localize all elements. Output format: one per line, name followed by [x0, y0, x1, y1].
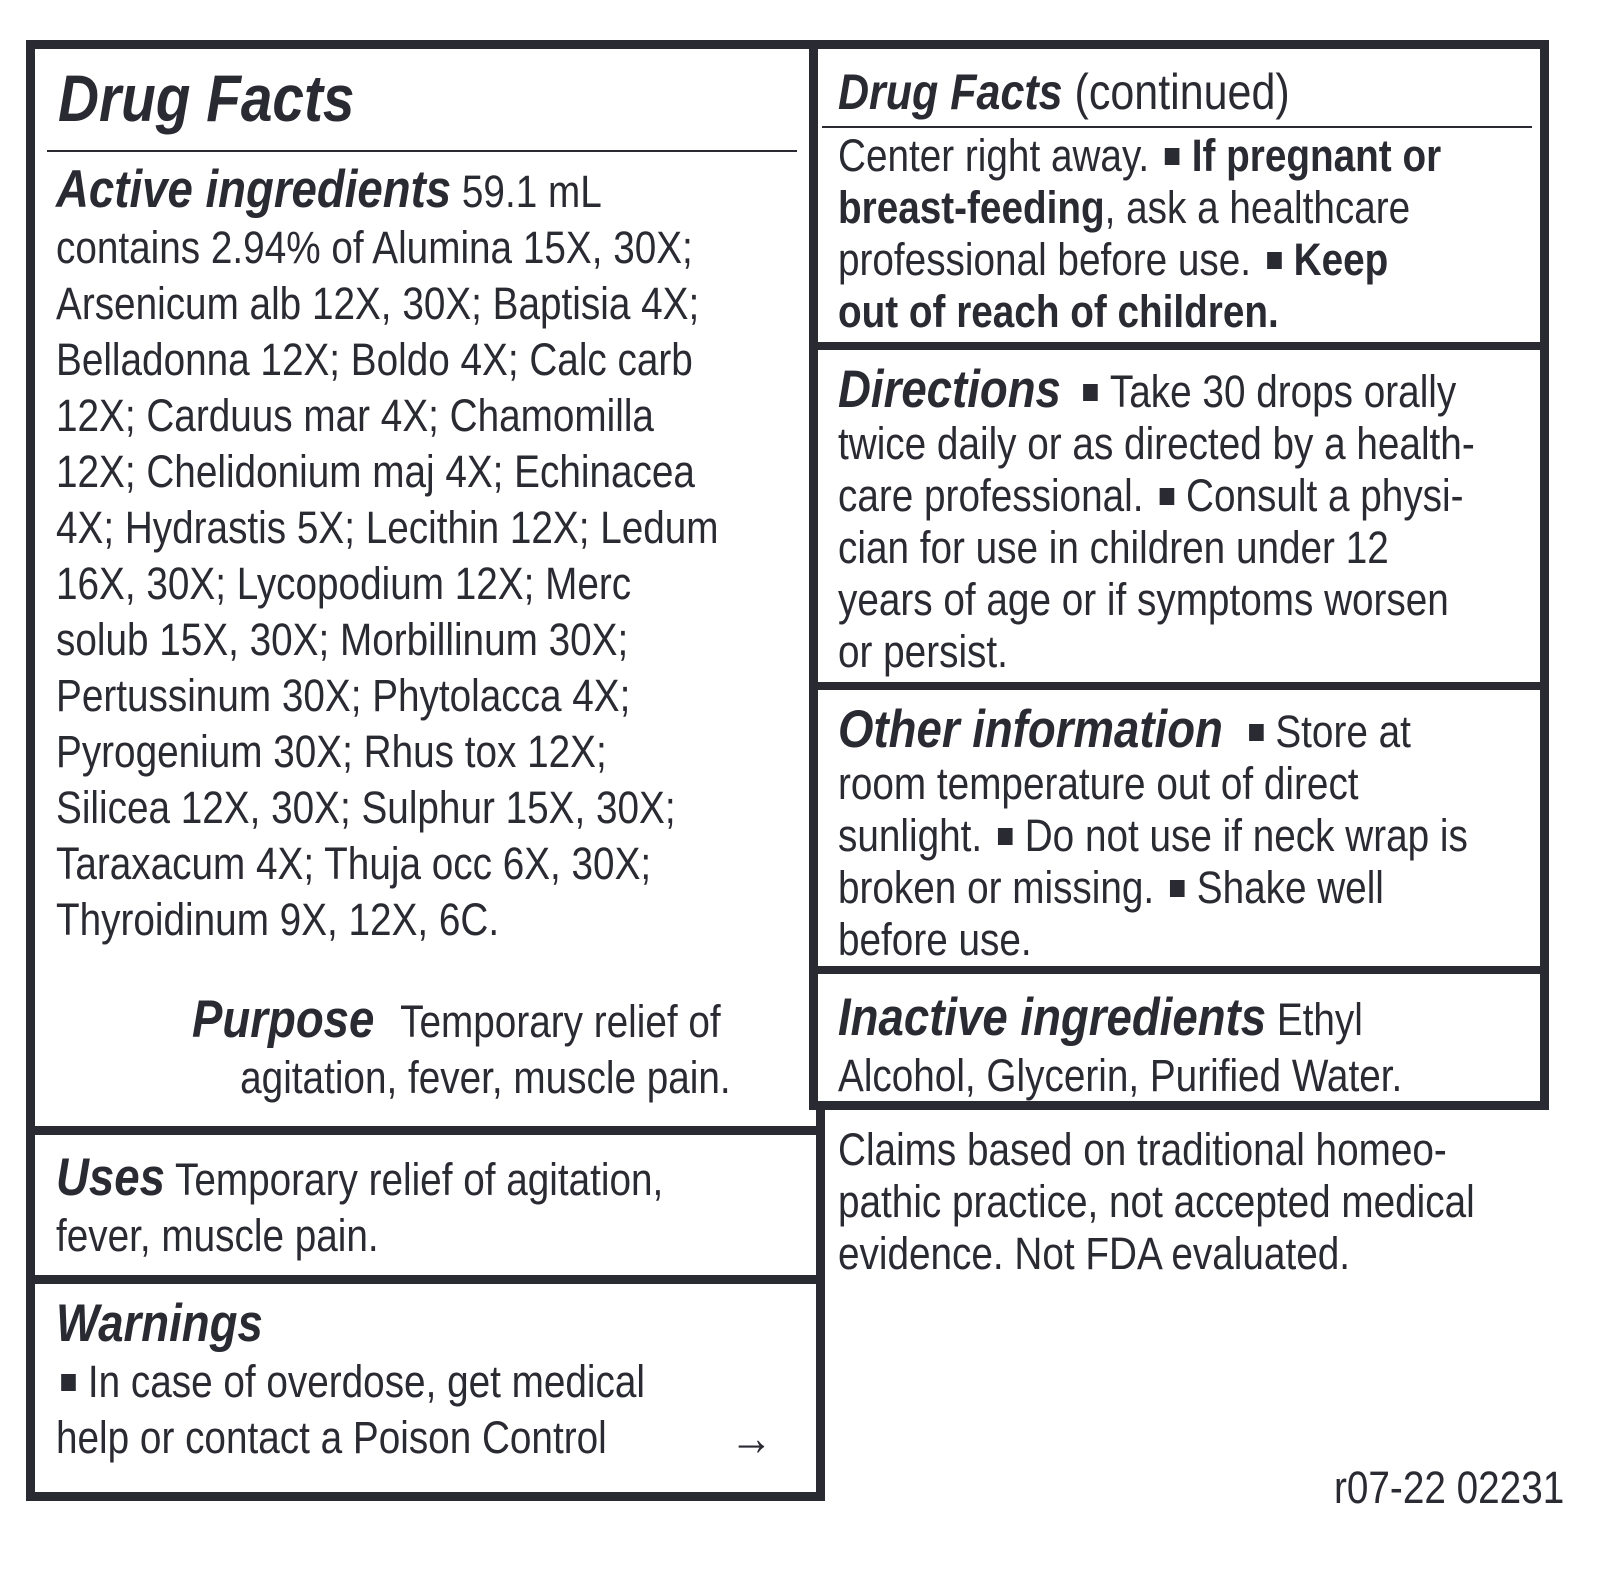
purpose-section — [192, 992, 731, 1106]
inactive-line: Ethyl — [1266, 994, 1363, 1045]
continued-text: professional before use. — [838, 234, 1262, 285]
active-ingredients-heading: Active ingredients — [56, 160, 452, 219]
continued-title — [838, 62, 1290, 122]
active-line: Pyrogenium 30X; Rhus tox 12X; — [56, 726, 607, 777]
directions-line: Take 30 drops orally — [1109, 366, 1457, 417]
active-line: Pertussinum 30X; Phytolacca 4X; — [56, 670, 631, 721]
bullet-square-icon — [1165, 148, 1180, 165]
other-line: sunlight. — [838, 810, 993, 861]
uses-line: Temporary relief of agitation, — [164, 1154, 664, 1205]
continued-text-bold: breast-feeding — [838, 182, 1105, 233]
claims-line: Claims based on traditional homeo- — [838, 1124, 1447, 1175]
inactive-line: Alcohol, Glycerin, Purified Water. — [838, 1050, 1403, 1101]
other-line: room temperature out of direct — [838, 758, 1359, 809]
active-line: Arsenicum alb 12X, 30X; Baptisia 4X; — [56, 278, 700, 329]
active-line: Silicea 12X, 30X; Sulphur 15X, 30X; — [56, 782, 676, 833]
inactive-divider — [812, 966, 1546, 974]
other-line: Do not use if neck wrap is — [1024, 810, 1468, 861]
active-line: Belladonna 12X; Boldo 4X; Calc carb — [56, 334, 693, 385]
active-line: Thyroidinum 9X, 12X, 6C. — [56, 894, 500, 945]
claims-line: evidence. Not FDA evaluated. — [838, 1228, 1351, 1279]
arrow-right-icon: → — [730, 1410, 773, 1466]
other-line: Store at — [1275, 706, 1411, 757]
purpose-line: Temporary relief of — [400, 996, 721, 1047]
other-divider — [812, 682, 1546, 690]
inactive-ingredients-section — [838, 990, 1402, 1104]
title-rule — [47, 150, 797, 152]
continued-rule — [822, 126, 1532, 128]
continued-text: Center right away. — [838, 130, 1160, 181]
drug-facts-title — [58, 60, 354, 136]
bullet-square-icon — [1249, 724, 1264, 741]
active-line: 12X; Carduus mar 4X; Chamomilla — [56, 390, 654, 441]
continued-text-bold: out of reach of children. — [838, 286, 1279, 337]
continued-suffix: (continued) — [1062, 64, 1290, 120]
purpose-heading: Purpose — [192, 990, 375, 1049]
warnings-line: help or contact a Poison Control — [56, 1412, 607, 1463]
claims-line: pathic practice, not accepted medical — [838, 1176, 1475, 1227]
active-ingredients-section — [56, 162, 719, 948]
inactive-ingredients-heading: Inactive ingredients — [838, 988, 1267, 1047]
active-line: 16X, 30X; Lycopodium 12X; Merc — [56, 558, 632, 609]
continued-text-bold: Keep — [1293, 234, 1389, 285]
bullet-square-icon — [1159, 488, 1174, 505]
directions-line: years of age or if symptoms worsen — [838, 574, 1449, 625]
other-line: before use. — [838, 914, 1032, 965]
warnings-heading: Warnings — [56, 1294, 263, 1353]
continued-title-text: Drug Facts — [838, 64, 1063, 120]
directions-divider — [812, 342, 1546, 350]
directions-line: care professional. — [838, 470, 1155, 521]
active-line: solub 15X, 30X; Morbillinum 30X; — [56, 614, 629, 665]
uses-heading: Uses — [56, 1148, 165, 1207]
other-line: broken or missing. — [838, 862, 1165, 913]
claims-text — [838, 1124, 1475, 1280]
continued-text: , ask a healthcare — [1104, 182, 1411, 233]
other-line: Shake well — [1196, 862, 1384, 913]
uses-section — [56, 1150, 663, 1264]
active-ingredients-volume: 59.1 mL — [451, 166, 602, 217]
directions-section — [838, 360, 1475, 678]
active-line: 4X; Hydrastis 5X; Lecithin 12X; Ledum — [56, 502, 719, 553]
drug-facts-title-text: Drug Facts — [58, 61, 355, 135]
continued-section — [838, 130, 1441, 338]
directions-line: or persist. — [838, 626, 1008, 677]
bullet-square-icon — [1170, 880, 1185, 897]
active-line: contains 2.94% of Alumina 15X, 30X; — [56, 222, 693, 273]
bullet-square-icon — [998, 828, 1013, 845]
warnings-line: In case of overdose, get medical — [87, 1356, 645, 1407]
active-line: Taraxacum 4X; Thuja occ 6X, 30X; — [56, 838, 652, 889]
other-information-heading: Other information — [838, 700, 1223, 759]
bullet-square-icon — [1083, 384, 1098, 401]
directions-line: twice daily or as directed by a health- — [838, 418, 1475, 469]
continued-text-bold: If pregnant or — [1191, 130, 1442, 181]
directions-line: Consult a physi- — [1186, 470, 1464, 521]
other-information-section — [838, 700, 1468, 966]
directions-heading: Directions — [838, 360, 1061, 419]
lot-code: r07-22 02231 — [1334, 1462, 1565, 1513]
warnings-section — [56, 1296, 645, 1466]
active-line: 12X; Chelidonium maj 4X; Echinacea — [56, 446, 695, 497]
bullet-square-icon — [61, 1374, 76, 1391]
uses-line: fever, muscle pain. — [56, 1210, 379, 1261]
bullet-square-icon — [1267, 252, 1282, 269]
directions-line: cian for use in children under 12 — [838, 522, 1389, 573]
purpose-line: agitation, fever, muscle pain. — [240, 1052, 731, 1103]
